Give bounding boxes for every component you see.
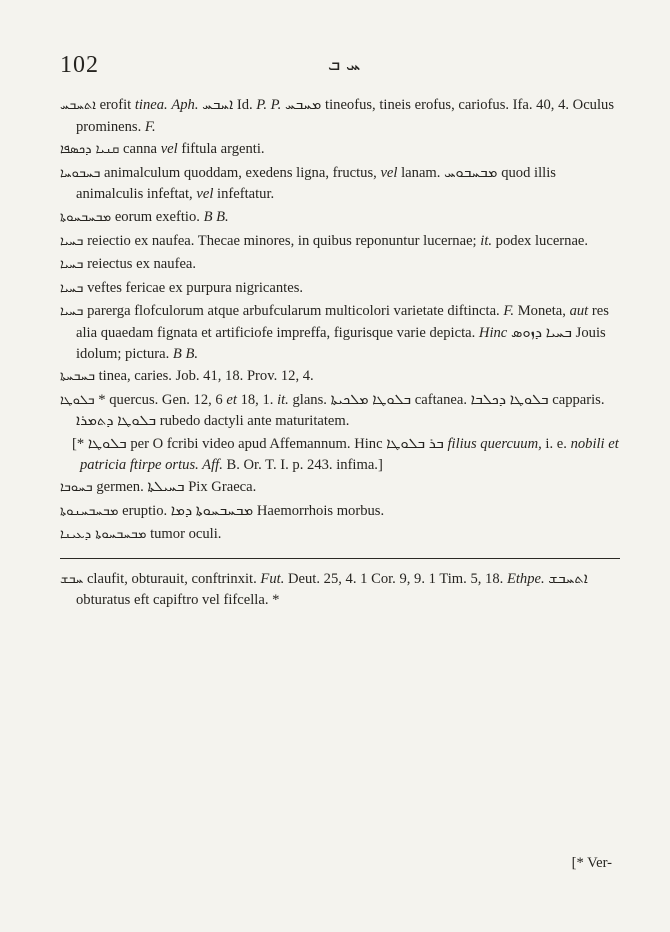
dictionary-entry xyxy=(60,278,620,300)
entry-text: claufit, obturauit, conftrinxit. xyxy=(86,570,261,587)
entry-text: eruptio. ܡܒܚܒܚܘܬܐ ܕܡܐ Haemorrhois morbus. xyxy=(122,502,385,519)
syriac-headword: ܒܚܘܒܐ xyxy=(60,480,93,496)
italic-text: vel xyxy=(160,141,178,158)
entry-text: B. Or. T. I. p. 243. infima.] xyxy=(222,456,383,473)
entry-text: ܐܚܒܚ Id. xyxy=(198,97,257,113)
dictionary-entry xyxy=(60,139,620,161)
entry-text: ܒܚܝܐ ܕܙܘܣ Jouis idolum; pictura. xyxy=(76,324,606,362)
entry-text: i. e. xyxy=(541,435,571,452)
dictionary-entry xyxy=(60,434,620,475)
dictionary-entry xyxy=(60,231,620,253)
syriac-headword: ܒܚܝܐ xyxy=(60,257,84,273)
section-divider xyxy=(60,558,620,559)
dictionary-entry xyxy=(60,301,620,364)
entry-after-rule xyxy=(60,569,620,611)
italic-text: aut xyxy=(569,303,589,320)
italic-text: F. xyxy=(144,118,156,135)
entry-text: fiftula argenti. xyxy=(177,141,265,158)
entry-text: * quercus. Gen. 12, 6 xyxy=(98,391,227,408)
entry-list xyxy=(60,95,620,546)
entry-text: res alia quaedam fignata et artificiofe impreffa, figurisque varie depicta. xyxy=(76,303,609,341)
syriac-headword: ܩܢܝܐ ܕܟܣܦܐ xyxy=(60,142,120,158)
dictionary-entry xyxy=(60,254,620,276)
dictionary-entry xyxy=(60,477,620,499)
dictionary-entry xyxy=(60,524,620,546)
entry-text: Moneta, xyxy=(514,303,570,320)
dictionary-entry xyxy=(60,390,620,432)
italic-text: vel xyxy=(196,186,214,203)
entry-text: animalculum quoddam, exedens ligna, fructus, xyxy=(104,164,381,181)
italic-text: F. xyxy=(503,303,515,320)
syriac-headword: ܡܒܚܒܚܘܬܐ ܕܥܝܢܐ xyxy=(60,527,147,543)
entry-text: eorum exeftio. xyxy=(114,208,204,225)
syriac-headword: ܐܬܚܒܚ xyxy=(60,98,96,113)
syriac-headword: ܒܠܘܛܐ xyxy=(60,392,95,408)
italic-text: B B. xyxy=(203,208,229,225)
italic-text: it. xyxy=(480,232,493,249)
syriac-headword: ܒܚܝܐ xyxy=(60,233,84,249)
entry-text: [* ܒܠܘܛܐ per O fcribi video apud Affemannum. Hinc ܒܪ ܒܠܘܛܐ xyxy=(72,435,448,452)
dictionary-entry xyxy=(60,207,620,229)
entry-text: germen. ܒܚܝܠܬܐ Pix Graeca. xyxy=(96,479,257,496)
entry-text: canna xyxy=(123,141,161,158)
syriac-headword: ܒܚܒܘܚܐ xyxy=(60,165,101,181)
entry-text: infeftatur. xyxy=(213,186,275,203)
syriac-headword: ܡܒܚܒܚܢܘܬܐ xyxy=(60,503,119,519)
syriac-headword: ܡܒܚܒܚܘܬܐ xyxy=(60,209,112,225)
catchword: [* Ver- xyxy=(571,855,612,871)
page-header xyxy=(60,52,610,82)
syriac-headword: ܒܚܝܐ xyxy=(60,280,84,296)
entry-text: tumor oculi. xyxy=(150,526,222,543)
entry-text: 18, 1. xyxy=(236,391,278,408)
italic-text: Hinc xyxy=(478,324,508,341)
dictionary-entry xyxy=(60,366,620,388)
page-number: 102 xyxy=(60,52,99,78)
syriac-headword: ܒܚܝܐ xyxy=(60,304,84,320)
syriac-headword: ܚܒܫ xyxy=(60,571,84,587)
italic-text: Aph. xyxy=(171,97,199,113)
entry-text: veftes fericae ex purpura nigricantes. xyxy=(87,279,304,296)
entry-text: ܡܚܒܚ tineofus, tineis erofus, cariofus. Ifa. 40, 4. Oculus prominens. xyxy=(76,97,615,135)
entries-column xyxy=(60,95,620,613)
italic-text: P. P. xyxy=(256,97,282,113)
dictionary-entry xyxy=(60,501,620,523)
syriac-headword: ܒܚܒܚܬܐ xyxy=(60,369,95,385)
dictionary-entry xyxy=(60,95,620,137)
italic-text: nobili et patricia ftirpe ortus. Aff. xyxy=(80,435,619,473)
italic-text: Ethpe. xyxy=(506,570,545,587)
italic-text: B B. xyxy=(172,345,199,362)
running-head: ܚ ܒ xyxy=(328,54,361,75)
entry-text: tinea, caries. Job. 41, 18. Prov. 12, 4. xyxy=(98,368,314,385)
italic-text: tinea. xyxy=(134,97,168,113)
italic-text: Fut. xyxy=(260,570,285,587)
italic-text: filius quercuum, xyxy=(447,435,542,452)
entry-text: lanam. ܡܒܚܒܘܚ quod illis animalculis infeftat, xyxy=(76,164,556,203)
italic-text: et xyxy=(226,391,237,408)
entry-text: parerga flofculorum atque arbufcularum multicolori varietate diftincta. xyxy=(87,303,504,320)
italic-text: vel xyxy=(380,164,398,181)
entry-text: reiectio ex naufea. Thecae minores, in quibus reponuntur lucernae; xyxy=(87,232,481,249)
entry-text: podex lucernae. xyxy=(492,232,589,249)
dictionary-entry xyxy=(60,163,620,205)
italic-text: it. xyxy=(277,391,289,408)
entry-text: reiectus ex naufea. xyxy=(87,256,197,273)
entry-text: glans. ܒܠܘܛܐ ܡܠܟܝܬܐ caftanea. ܒܠܘܛܐ ܕܟܠܒܐ capparis. ܒܠܘܛܐ ܕܬܡܪܐ rubedo dactyli ante maturitatem. xyxy=(76,391,605,430)
entry-text: Deut. 25, 4. 1 Cor. 9, 9. 1 Tim. 5, 18. xyxy=(284,570,507,587)
entry-text: ܐܬܚܒܫ obturatus eft capiftro vel fifcella. * xyxy=(76,570,588,609)
entry-text: erofit xyxy=(99,97,135,113)
